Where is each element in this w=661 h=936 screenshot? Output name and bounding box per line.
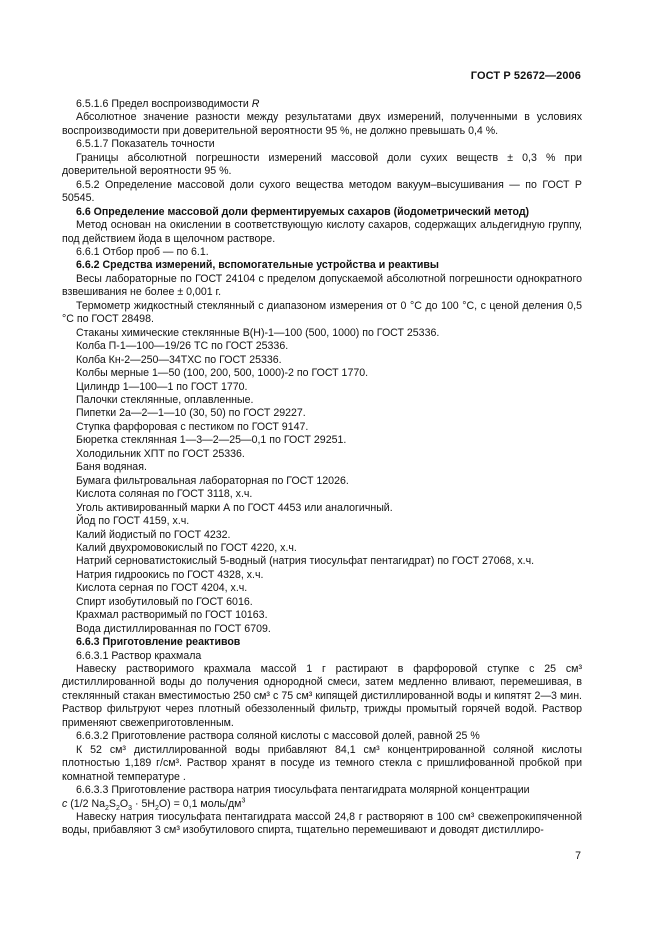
- text-line: [62, 502, 582, 515]
- paragraph-hcl-solution: К 52 см³ дистиллированной воды прибавляют 84,1 см³ концентрированной соляной кислоты плотностью 1,189 г/см³. Раствор хранят в посуде из темного стекла с пришлифованной пробкой при комнатной температуре .: [62, 743, 582, 783]
- formula-part: · 5H: [132, 797, 155, 810]
- text-line: [62, 300, 582, 327]
- text-line: [62, 636, 582, 649]
- text-line: [62, 111, 582, 138]
- text-line-content: Вода дистиллированная по ГОСТ 6709.: [76, 622, 271, 635]
- text-line: [62, 367, 582, 380]
- formula-part: S: [108, 797, 116, 810]
- text-line-content: 6.6.3 Приготовление реактивов: [76, 636, 241, 649]
- text-line: [62, 381, 582, 394]
- text-line: [62, 219, 582, 246]
- text-line: [62, 340, 582, 353]
- formula-part: O) = 0,1 моль/дм: [158, 797, 242, 810]
- text-line-content: Цилиндр 1—100—1 по ГОСТ 1770.: [76, 380, 248, 393]
- text-line-content: Баня водяная.: [76, 461, 147, 474]
- formula-part: (1/2 Na: [67, 797, 105, 810]
- text-line-content: Йод по ГОСТ 4159, х.ч.: [76, 515, 190, 528]
- text-line-content: Натрий серноватистокислый 5-водный (натрия тиосульфат пентагидрат) по ГОСТ 27068, х.ч.: [76, 555, 535, 568]
- formula-sup: 3: [241, 797, 246, 805]
- text-line: [62, 488, 582, 501]
- text-line: [62, 475, 582, 488]
- text-line-content: Ступка фарфоровая с пестиком по ГОСТ 9147.: [76, 420, 309, 433]
- text-line: [62, 515, 582, 528]
- text-line-content: 6.5.1.7 Показатель точности: [76, 138, 215, 151]
- text-line: [62, 421, 582, 434]
- text-line: [62, 152, 582, 179]
- text-line: [62, 461, 582, 474]
- text-line-content: Границы абсолютной погрешности измерений массовой доли сухих веществ ± 0,3 % при доверительной вероятности 95 %.: [62, 151, 582, 178]
- text-line-content: Бумага фильтровальная лабораторная по ГОСТ 12026.: [76, 474, 349, 487]
- page-number: 7: [575, 850, 581, 862]
- text-line: [62, 407, 582, 420]
- text-line: [62, 596, 582, 609]
- text-line-content: Пипетки 2а—2—1—10 (30, 50) по ГОСТ 29227.: [76, 407, 306, 420]
- text-line: [62, 327, 582, 340]
- paragraph-starch-solution: Навеску растворимого крахмала массой 1 г растирают в фарфоровой ступке с 25 см³ дистиллированной воды до получения однородной смеси, затем медленно вливают, перемешивая, в стеклянный стакан вместимостью 250 см³ с 75 см³ кипящей дистиллированной воды и кипятят 2—3 мин. Раствор фильтруют через плотный обеззоленный фильтр, трижды промытый горячей водой. Раствор применяют свежеприготовленным.: [62, 663, 582, 729]
- text-line-content: Термометр жидкостный стеклянный с диапазоном измерения от 0 °С до 100 °С, с ценой деления 0,5 °С по ГОСТ 28498.: [62, 299, 582, 326]
- text-line: [62, 434, 582, 447]
- formula-sub: 2: [155, 804, 159, 812]
- thiosulfate-concentration-formula: [62, 798, 582, 811]
- formula-c: c: [62, 797, 68, 810]
- text-line: [62, 206, 582, 219]
- text-line-content: 6.6.2 Средства измерений, вспомогательные устройства и реактивы: [76, 259, 439, 272]
- text-line: [62, 448, 582, 461]
- heading-thiosulfate-solution: 6.6.3.3 Приготовление раствора натрия тиосульфата пентагидрата молярной концентрации: [76, 784, 530, 797]
- text-line: [62, 609, 582, 622]
- text-line: [62, 246, 582, 259]
- text-line-content: Кислота соляная по ГОСТ 3118, х.ч.: [76, 488, 253, 501]
- text-line: [62, 582, 582, 595]
- text-line-content: 6.6 Определение массовой доли ферментируемых сахаров (йодометрический метод): [76, 205, 530, 218]
- text-line: [62, 529, 582, 542]
- text-line-content: 6.5.1.6 Предел воспроизводимости: [76, 98, 252, 110]
- text-lines: [62, 98, 582, 663]
- text-line: [62, 138, 582, 151]
- text-line-content: Колба Кн-2—250—34ТХС по ГОСТ 25336.: [76, 353, 282, 366]
- italic-symbol: R: [251, 98, 260, 110]
- text-line: [62, 650, 582, 663]
- text-line-content: Бюретка стеклянная 1—3—2—25—0,1 по ГОСТ 29251.: [76, 434, 347, 447]
- text-line-content: Колбы мерные 1—50 (100, 200, 500, 1000)-2 по ГОСТ 1770.: [76, 367, 369, 380]
- text-line-content: Спирт изобутиловый по ГОСТ 6016.: [76, 595, 253, 608]
- heading-hcl-solution: 6.6.3.2 Приготовление раствора соляной кислоты с массовой долей, равной 25 %: [76, 730, 480, 743]
- document-header: ГОСТ Р 52672—2006: [470, 70, 581, 82]
- text-line: [62, 394, 582, 407]
- paragraph-thiosulfate-solution: Навеску натрия тиосульфата пентагидрата массой 24,8 г растворяют в 100 см³ свежепрокипяченной воды, прибавляют 3 см³ изобутилового спирта, тщательно перемешивают и доводят дистиллиро-: [62, 811, 582, 837]
- text-line: [62, 98, 582, 111]
- text-line: [62, 555, 582, 568]
- text-line: [62, 179, 582, 206]
- formula-sub: 3: [128, 804, 133, 812]
- text-line-content: Кислота серная по ГОСТ 4204, х.ч.: [76, 582, 248, 595]
- text-line-content: Колба П-1—100—19/26 ТС по ГОСТ 25336.: [76, 340, 289, 353]
- text-line: [62, 569, 582, 582]
- text-line-content: 6.5.2 Определение массовой доли сухого вещества методом вакуум–высушивания — по ГОСТ Р 50545.: [62, 178, 582, 205]
- text-line-content: Холодильник ХПТ по ГОСТ 25336.: [76, 447, 245, 460]
- text-line-content: Абсолютное значение разности между результатами двух измерений, полученными в условиях воспроизводимости при доверительной вероятности 95 %, не должно превышать 0,4 %.: [62, 111, 582, 137]
- text-line: [62, 273, 582, 300]
- text-line-content: Натрия гидроокись по ГОСТ 4328, х.ч.: [76, 568, 264, 581]
- formula-sub: 2: [104, 804, 109, 812]
- text-line-content: Палочки стеклянные, оплавленные.: [76, 393, 254, 406]
- text-line-content: Калий двухромовокислый по ГОСТ 4220, х.ч.: [76, 541, 297, 554]
- text-line-content: 6.6.3.1 Раствор крахмала: [76, 649, 202, 662]
- text-line-content: Крахмал растворимый по ГОСТ 10163.: [76, 609, 268, 622]
- text-line: [62, 623, 582, 636]
- text-line: [62, 354, 582, 367]
- text-line-content: Метод основан на окислении в соответствующую кислоту сахаров, содержащих альдегидную группу, под действием йода в щелочном растворе.: [62, 219, 582, 245]
- text-line-content: Уголь активированный марки А по ГОСТ 4453 или аналогичный.: [76, 501, 393, 514]
- document-body: [62, 98, 582, 838]
- text-line: [62, 259, 582, 272]
- text-line-content: Калий йодистый по ГОСТ 4232.: [76, 528, 231, 541]
- formula-part: O: [119, 797, 129, 810]
- text-line: [62, 542, 582, 555]
- text-line-content: Весы лабораторные по ГОСТ 24104 с пределом допускаемой абсолютной погрешности однократного взвешивания не более ± 0,001 г.: [62, 272, 582, 299]
- text-line-content: Стаканы химические стеклянные В(Н)-1—100 (500, 1000) по ГОСТ 25336.: [76, 326, 440, 339]
- formula-sub: 2: [115, 804, 120, 812]
- text-line-content: 6.6.1 Отбор проб — по 6.1.: [76, 245, 209, 258]
